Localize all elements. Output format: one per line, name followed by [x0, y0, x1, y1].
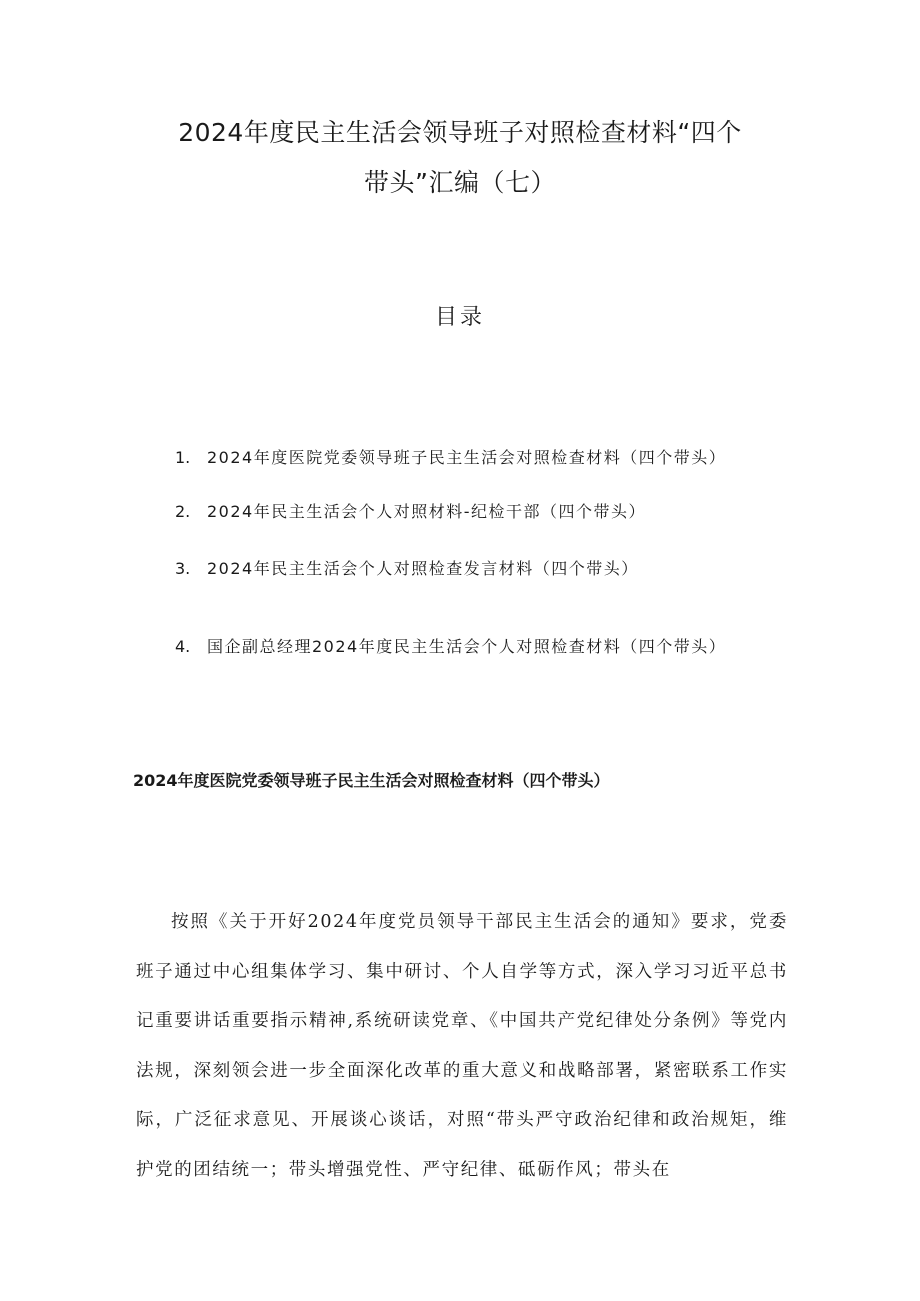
- toc-item[interactable]: [175, 499, 646, 522]
- toc-item-number: 3.: [175, 559, 191, 578]
- body-paragraph: 按照《关于开好2024年度党员领导干部民主生活会的通知》要求，党委班子通过中心组集体学习、集中研讨、个人自学等方式，深入学习习近平总书记重要讲话重要指示精神,系统研读党章、《中国共产党纪律处分条例》等党内法规，深刻领会进一步全面深化改革的重大意义和战略部署，紧密联系工作实际，广泛征求意见、开展谈心谈话，对照“带头严守政治纪律和政治规矩，维护党的团结统一；带头增强党性、严守纪律、砥砺作风；带头在: [136, 912, 788, 1180]
- toc-item-text: 国企副总经理2024年度民主生活会个人对照检查材料（四个带头）: [207, 637, 727, 656]
- toc-heading: 目录: [434, 305, 485, 330]
- toc-item[interactable]: [175, 556, 639, 579]
- title-line-1: 2024年度民主生活会领导班子对照检查材料“四个: [178, 118, 742, 147]
- toc-item[interactable]: [175, 445, 726, 468]
- document-title: [110, 108, 810, 208]
- toc-item-number: 2.: [175, 502, 191, 521]
- section-title: 2024年度医院党委领导班子民主生活会对照检查材料（四个带头）: [133, 771, 610, 790]
- toc-item-text: 2024年度医院党委领导班子民主生活会对照检查材料（四个带头）: [207, 448, 727, 467]
- toc-item-text: 2024年民主生活会个人对照材料-纪检干部（四个带头）: [207, 502, 646, 521]
- toc-item-number: 4.: [175, 637, 191, 656]
- title-line-2: 带头”汇编（七）: [364, 168, 556, 197]
- toc-item[interactable]: [175, 634, 726, 657]
- toc-item-number: 1.: [175, 448, 191, 467]
- toc-item-text: 2024年民主生活会个人对照检查发言材料（四个带头）: [207, 559, 639, 578]
